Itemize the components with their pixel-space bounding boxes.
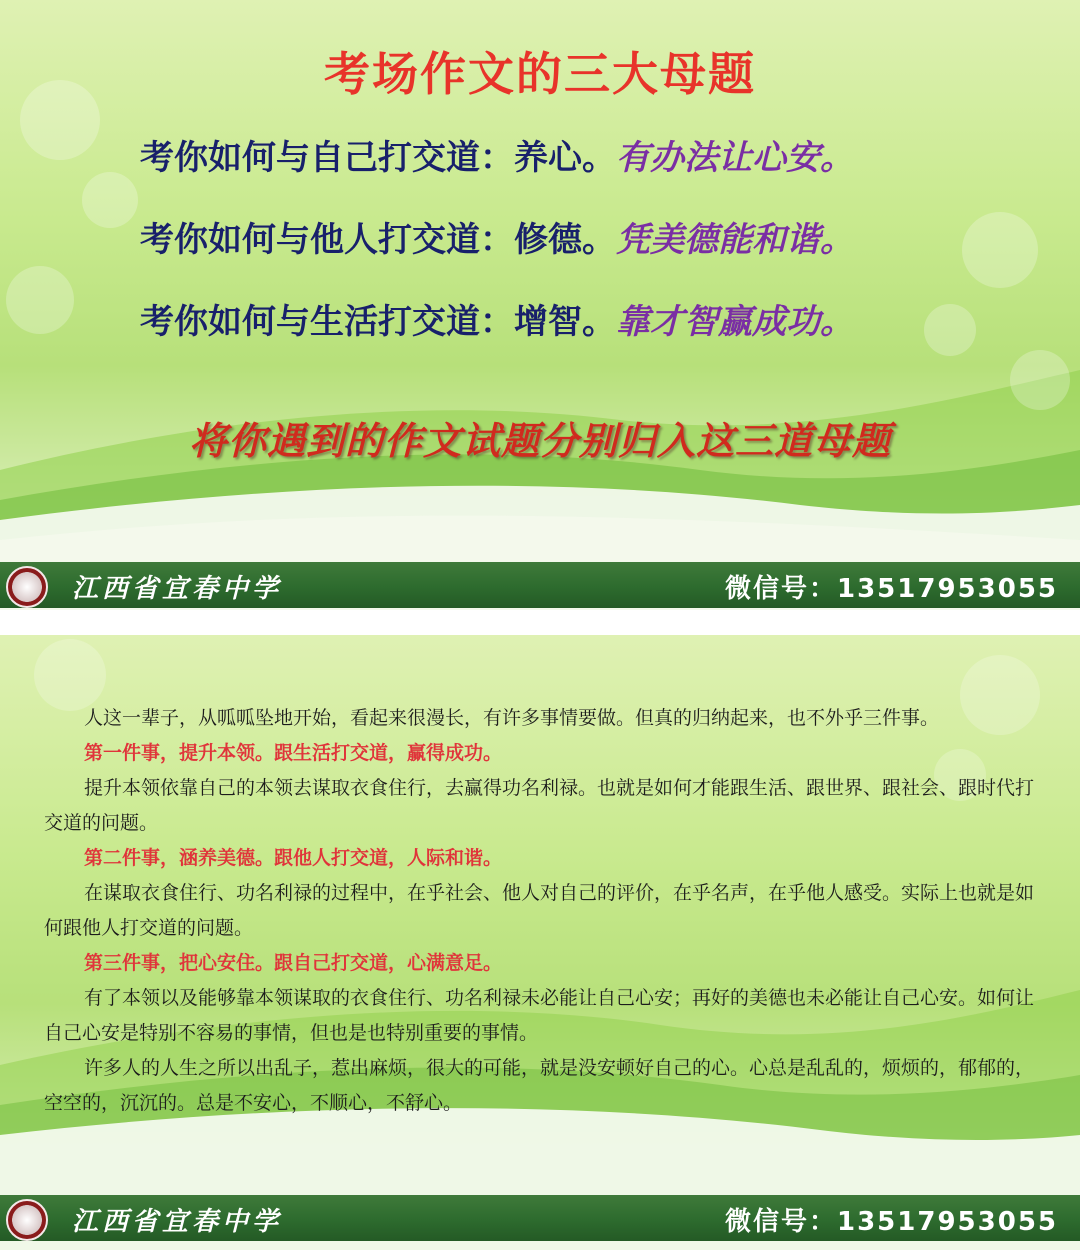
school-logo-icon	[6, 566, 48, 608]
slogan-text: 将你遇到的作文试题分别归入这三道母题	[188, 419, 891, 463]
paragraph-intro: 人这一辈子，从呱呱坠地开始，看起来很漫长，有许多事情要做。但真的归纳起来，也不外乎三件事。	[84, 707, 940, 729]
motif-line-others-emphasis: 凭美德能和谐。	[616, 220, 854, 260]
paragraph-first-thing: 提升本领依靠自己的本领去谋取衣食住行，去赢得功名利禄。也就是如何才能跟生活、跟世界、跟社会、跟时代打交道的问题。	[44, 777, 1035, 834]
motif-line-self-emphasis: 有办法让心安。	[616, 138, 854, 178]
paragraph-second-thing: 在谋取衣食住行、功名利禄的过程中，在乎社会、他人对自己的评价，在乎名声，在乎他人感受。实际上也就是如何跟他人打交道的问题。	[44, 882, 1035, 939]
footer-bar	[0, 562, 1080, 608]
motif-line-self	[140, 130, 854, 179]
paragraph-third-thing: 有了本领以及能够靠本领谋取的衣食住行、功名利禄未必能让自己心安；再好的美德也未必能让自己心安。如何让自己心安是特别不容易的事情，但也是也特别重要的事情。	[44, 987, 1035, 1044]
motif-line-life-emphasis: 靠才智赢成功。	[616, 302, 854, 342]
motif-line-life	[140, 294, 854, 343]
heading-third-thing: 第三件事，把心安住。跟自己打交道，心满意足。	[84, 952, 503, 974]
wechat-number: 微信号：13517953055	[725, 1207, 1058, 1237]
school-name: 江西省宜春中学	[72, 574, 283, 604]
heading-second-thing: 第二件事，涵养美德。跟他人打交道，人际和谐。	[84, 847, 503, 869]
motif-line-others	[140, 212, 854, 261]
wechat-number: 微信号：13517953055	[725, 574, 1058, 604]
slide-title: 考场作文的三大母题	[324, 47, 756, 101]
motif-line-life-main: 考你如何与生活打交道：增智。	[140, 302, 616, 342]
slide-two	[0, 635, 1080, 1250]
heading-first-thing: 第一件事，提升本领。跟生活打交道，赢得成功。	[84, 742, 503, 764]
slide-one	[0, 0, 1080, 610]
motif-line-self-main: 考你如何与自己打交道：养心。	[140, 138, 616, 178]
motif-line-others-main: 考你如何与他人打交道：修德。	[140, 220, 616, 260]
paragraph-conclusion: 许多人的人生之所以出乱子，惹出麻烦，很大的可能，就是没安顿好自己的心。心总是乱乱的，烦烦的，郁郁的，空空的，沉沉的。总是不安心，不顺心，不舒心。	[44, 1057, 1035, 1114]
school-name: 江西省宜春中学	[72, 1207, 283, 1237]
slide-gap	[0, 610, 1080, 635]
footer-bar	[0, 1195, 1080, 1241]
article-body	[44, 701, 1040, 1121]
school-logo-icon	[6, 1199, 48, 1241]
